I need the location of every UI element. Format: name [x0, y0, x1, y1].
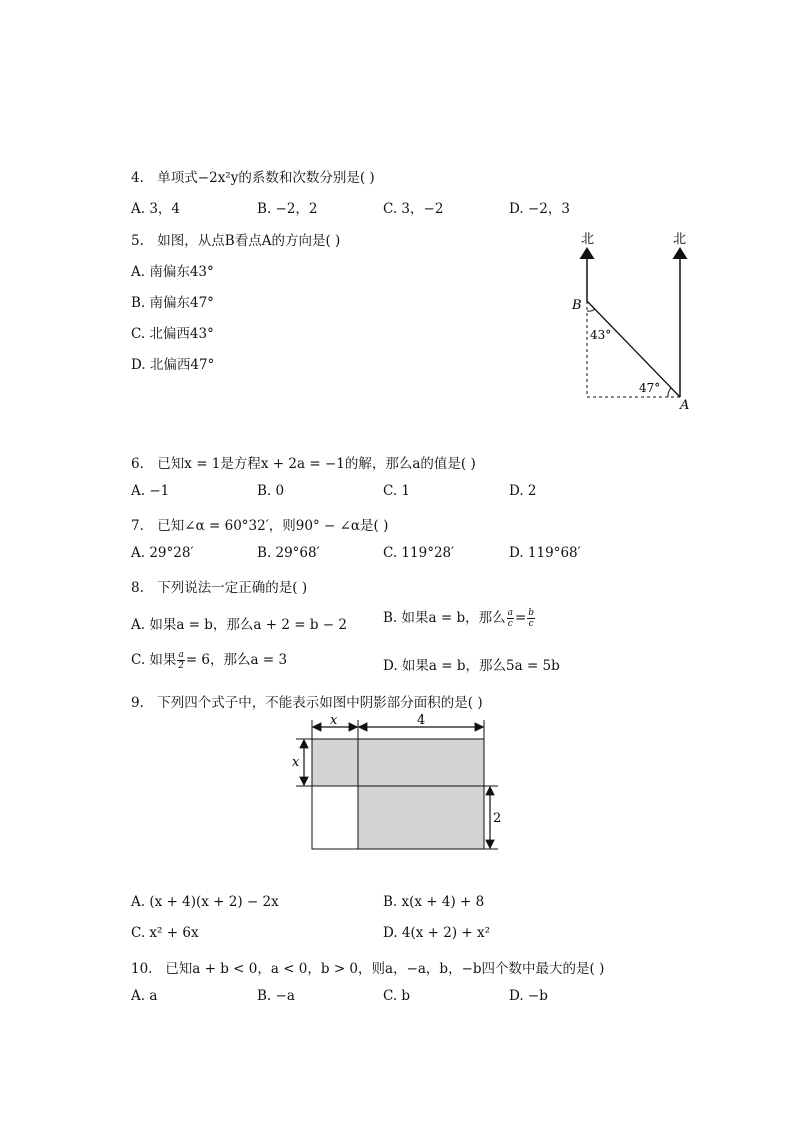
option-a: A. 29°28′: [131, 545, 194, 561]
fraction-a-over-2: [177, 650, 184, 671]
question-stem: 已知x = 1是方程x + 2a = −1的解，那么a的值是( ): [157, 456, 476, 472]
question-stem: 如图，从点B看点A的方向是( ): [157, 233, 341, 249]
option-c-suffix: = 6，那么a = 3: [185, 652, 288, 668]
option-d: D. 4(x + 2) + x²: [383, 925, 491, 941]
option-d: D. −b: [509, 988, 548, 1004]
label-x-top: x: [330, 713, 338, 728]
option-a: A. 南偏东43°: [131, 264, 214, 280]
unshaded-rect: [312, 786, 358, 849]
label-4: 4: [417, 713, 426, 728]
option-a: A. a: [131, 988, 158, 1004]
option-a: A. (x + 4)(x + 2) − 2x: [131, 894, 279, 910]
fraction-a-over-c: [507, 608, 514, 629]
option-d: D. 如果a = b，那么5a = 5b: [383, 658, 560, 674]
option-a: A. 3，4: [131, 201, 181, 217]
option-b: B. x(x + 4) + 8: [383, 894, 485, 910]
label-2: 2: [493, 811, 502, 826]
angle-43-label: 43°: [590, 328, 612, 342]
angle-arc-a: [668, 388, 671, 397]
direction-figure: [560, 225, 710, 420]
option-b: B. 南偏东47°: [131, 295, 214, 311]
option-b: B. −2，2: [257, 201, 318, 217]
question-5: [131, 229, 340, 249]
option-d: D. 北偏西47°: [131, 357, 215, 373]
option-c: C. b: [383, 988, 411, 1004]
segment-ba: [587, 301, 680, 397]
label-x-left: x: [292, 755, 300, 770]
shaded-rect-4x2: [358, 786, 484, 849]
question-8: [131, 576, 307, 596]
north-label: 北: [673, 232, 687, 247]
option-c: C. 3，−2: [383, 201, 444, 217]
option-b-prefix: B. 如果a = b，那么: [383, 610, 506, 626]
question-stem: 下列说法一定正确的是( ): [157, 580, 308, 596]
question-number: 10.: [131, 961, 153, 977]
option-c: C. 1: [383, 483, 411, 499]
option-b: B. 0: [257, 483, 285, 499]
north-label: 北: [581, 232, 595, 247]
option-c-prefix: C. 如果: [131, 652, 177, 668]
question-number: 6.: [131, 456, 144, 472]
question-number: 8.: [131, 580, 144, 596]
option-c: C. 119°28′: [383, 545, 455, 561]
question-4: [131, 166, 375, 186]
denominator: c: [507, 619, 513, 629]
denominator: c: [528, 619, 534, 629]
equals-sign: =: [514, 610, 527, 626]
question-stem: 已知∠α = 60°32′，则90° − ∠α是( ): [157, 518, 389, 534]
question-stem: 下列四个式子中，不能表示如图中阴影部分面积的是( ): [157, 695, 483, 711]
angle-arc-b: [587, 309, 595, 311]
question-number: 7.: [131, 518, 144, 534]
question-10: [131, 957, 604, 977]
question-9: [131, 691, 483, 711]
numerator: a: [507, 608, 513, 618]
question-7: [131, 514, 388, 534]
shaded-rect-4x: [358, 739, 484, 786]
question-number: 4.: [131, 170, 144, 186]
question-6: [131, 452, 476, 472]
option-d: D. 119°68′: [509, 545, 581, 561]
denominator: 2: [178, 661, 184, 671]
option-d: D. −2，3: [509, 201, 570, 217]
angle-47-label: 47°: [639, 381, 661, 395]
shaded-square-x: [312, 739, 358, 786]
option-c: C. x² + 6x: [131, 925, 199, 941]
numerator: a: [178, 650, 184, 660]
fraction-b-over-c: [527, 608, 535, 629]
option-d: D. 2: [509, 483, 537, 499]
question-stem: 单项式−2x²y的系数和次数分别是( ): [157, 170, 375, 186]
point-b-label: B: [572, 298, 582, 313]
area-figure: [286, 712, 506, 857]
question-stem: 已知a + b < 0，a < 0，b > 0，则a，−a，b，−b四个数中最大的是( ): [165, 961, 605, 977]
option-b: [383, 606, 536, 629]
option-c: C. 北偏西43°: [131, 326, 214, 342]
option-a: A. −1: [131, 483, 170, 499]
question-number: 9.: [131, 695, 144, 711]
question-number: 5.: [131, 233, 144, 249]
option-a: A. 如果a = b，那么a + 2 = b − 2: [131, 617, 347, 633]
point-a-label: A: [680, 398, 690, 413]
numerator: b: [528, 608, 535, 618]
option-b: B. 29°68′: [257, 545, 320, 561]
option-b: B. −a: [257, 988, 295, 1004]
option-c: [131, 648, 287, 671]
